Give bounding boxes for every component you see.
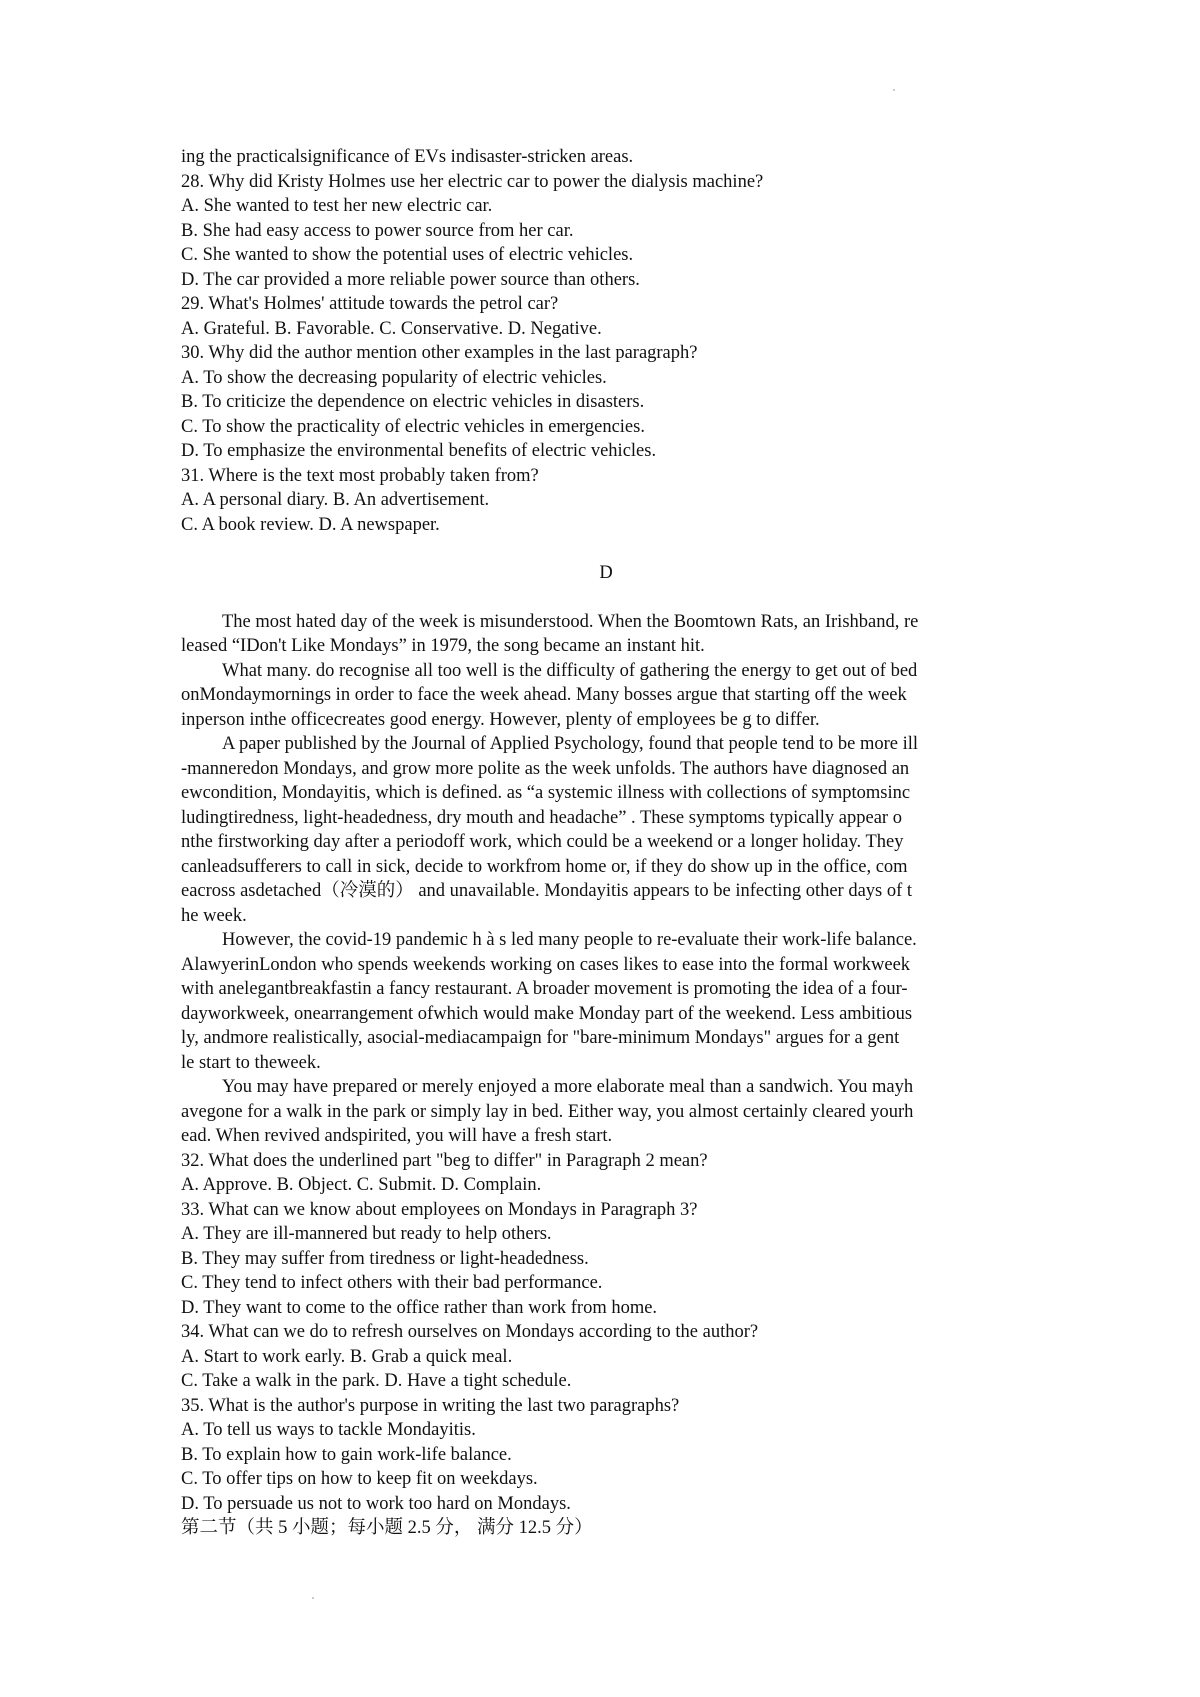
section-two-header: 第二节（共 5 小题；每小题 2.5 分， 满分 12.5 分） [181, 1518, 593, 1538]
option-d: D. To emphasize the environmental benefits of electric vehicles. [181, 441, 657, 461]
passage-line: AlawyerinLondon who spends weekends working on cases likes to ease into the formal workweek [181, 954, 911, 975]
options-line: A. Approve. B. Object. C. Submit. D. Complain. [181, 1175, 542, 1195]
question-stem: 33. What can we know about employees on Mondays in Paragraph 3? [181, 1199, 698, 1220]
option-c: C. To offer tips on how to keep fit on weekdays. [181, 1469, 538, 1489]
option-d: D. They want to come to the office rather than work from home. [181, 1297, 658, 1318]
option-a: A. To tell us ways to tackle Mondayitis. [181, 1420, 476, 1440]
options-line-ab: A. Start to work early. B. Grab a quick meal. [181, 1346, 513, 1367]
question-32 [181, 1149, 1031, 1198]
passage-line: with anelegantbreakfastin a fancy restaurant. A broader movement is promoting the idea of a four- [181, 979, 908, 999]
question-stem: 34. What can we do to refresh ourselves on Mondays according to the author? [181, 1322, 759, 1342]
passage-line: ewcondition, Mondayitis, which is defined. as “a systemic illness with collections of symptomsinc [181, 783, 911, 803]
passage-paragraph-1 [181, 610, 1031, 659]
passage-line: ludingtiredness, light-headedness, dry mouth and headache” . These symptoms typically appear o [181, 807, 902, 828]
passage-line: canleadsufferers to call in sick, decide to workfrom home or, if they do show up in the office, com [181, 856, 908, 877]
option-a: A. She wanted to test her new electric car. [181, 196, 493, 216]
option-a: A. They are ill-mannered but ready to help others. [181, 1224, 552, 1244]
question-34 [181, 1320, 1031, 1394]
passage-line: eacross asdetached（冷漠的） and unavailable. Mondayitis appears to be infecting other days of t [181, 881, 913, 901]
options-line-ab: A. A personal diary. B. An advertisement. [181, 490, 490, 510]
option-c: C. To show the practicality of electric vehicles in emergencies. [181, 416, 645, 437]
option-c: C. She wanted to show the potential uses of electric vehicles. [181, 245, 634, 265]
passage-line: A paper published by the Journal of Applied Psychology, found that people tend to be more ill [222, 734, 919, 754]
passage-paragraph-2 [181, 659, 1031, 733]
question-stem: 32. What does the underlined part "beg to differ" in Paragraph 2 mean? [181, 1150, 708, 1171]
question-stem: 28. Why did Kristy Holmes use her electric car to power the dialysis machine? [181, 171, 764, 192]
question-28 [181, 170, 1031, 293]
passage-line: leased “IDon't Like Mondays” in 1979, the song became an instant hit. [181, 636, 705, 656]
question-stem: 31. Where is the text most probably taken from? [181, 465, 539, 486]
passage-line: dayworkweek, onearrangement ofwhich would make Monday part of the weekend. Less ambitious [181, 1003, 913, 1024]
options-line-cd: C. A book review. D. A newspaper. [181, 514, 440, 535]
question-29 [181, 292, 1031, 341]
question-stem: 35. What is the author's purpose in writing the last two paragraphs? [181, 1395, 680, 1416]
option-d: D. To persuade us not to work too hard on Mondays. [181, 1493, 571, 1514]
scan-speck [312, 1597, 314, 1599]
question-31 [181, 464, 1031, 538]
passage-paragraph-4 [181, 928, 1031, 1075]
passage-line: onMondaymornings in order to face the week ahead. Many bosses argue that starting off the week [181, 685, 907, 705]
section-d-title: D [599, 563, 613, 583]
option-b: B. She had easy access to power source from her car. [181, 220, 574, 241]
passage-line: -manneredon Mondays, and grow more polite as the week unfolds. The authors have diagnosed an [181, 758, 910, 779]
passage-paragraph-5 [181, 1075, 1031, 1149]
exam-page [181, 145, 1031, 1541]
option-b: B. To criticize the dependence on electric vehicles in disasters. [181, 392, 645, 412]
passage-line: You may have prepared or merely enjoyed a more elaborate meal than a sandwich. You mayh [222, 1077, 914, 1097]
options-line: A. Grateful. B. Favorable. C. Conservative. D. Negative. [181, 318, 602, 339]
option-b: B. They may suffer from tiredness or light-headedness. [181, 1248, 589, 1269]
options-line-cd: C. Take a walk in the park. D. Have a tight schedule. [181, 1371, 572, 1391]
question-33 [181, 1198, 1031, 1321]
option-c: C. They tend to infect others with their bad performance. [181, 1273, 603, 1293]
passage-line: he week. [181, 905, 247, 926]
passage-line: le start to theweek. [181, 1052, 321, 1073]
question-35 [181, 1394, 1031, 1517]
passage-line: ly, andmore realistically, asocial-mediacampaign for "bare-minimum Mondays" argues for a gent [181, 1028, 900, 1048]
question-stem: 29. What's Holmes' attitude towards the petrol car? [181, 294, 559, 314]
option-b: B. To explain how to gain work-life balance. [181, 1444, 512, 1465]
option-d: D. The car provided a more reliable power source than others. [181, 269, 640, 290]
passage-line: ead. When revived andspirited, you will have a fresh start. [181, 1126, 613, 1146]
question-30 [181, 341, 1031, 464]
passage-line: nthe firstworking day after a periodoff work, which could be a weekend or a longer holiday. They [181, 832, 904, 852]
scan-speck [893, 89, 895, 91]
passage-line: avegone for a walk in the park or simply lay in bed. Either way, you almost certainly cleared yourh [181, 1101, 914, 1122]
passage-line: inperson inthe officecreates good energy. However, plenty of employees be g to differ. [181, 709, 820, 730]
passage-paragraph-3 [181, 732, 1031, 928]
passage-line: The most hated day of the week is misunderstood. When the Boomtown Rats, an Irishband, re [222, 611, 919, 632]
passage-line: What many. do recognise all too well is the difficulty of gathering the energy to get out of bed [222, 660, 918, 681]
option-a: A. To show the decreasing popularity of electric vehicles. [181, 367, 607, 388]
passage-line: However, the covid-19 pandemic h à s led many people to re-evaluate their work-life balance. [222, 930, 917, 950]
question-stem: 30. Why did the author mention other examples in the last paragraph? [181, 343, 698, 363]
section-c-tail: ing the practicalsignificance of EVs indisaster-stricken areas. [181, 147, 634, 167]
